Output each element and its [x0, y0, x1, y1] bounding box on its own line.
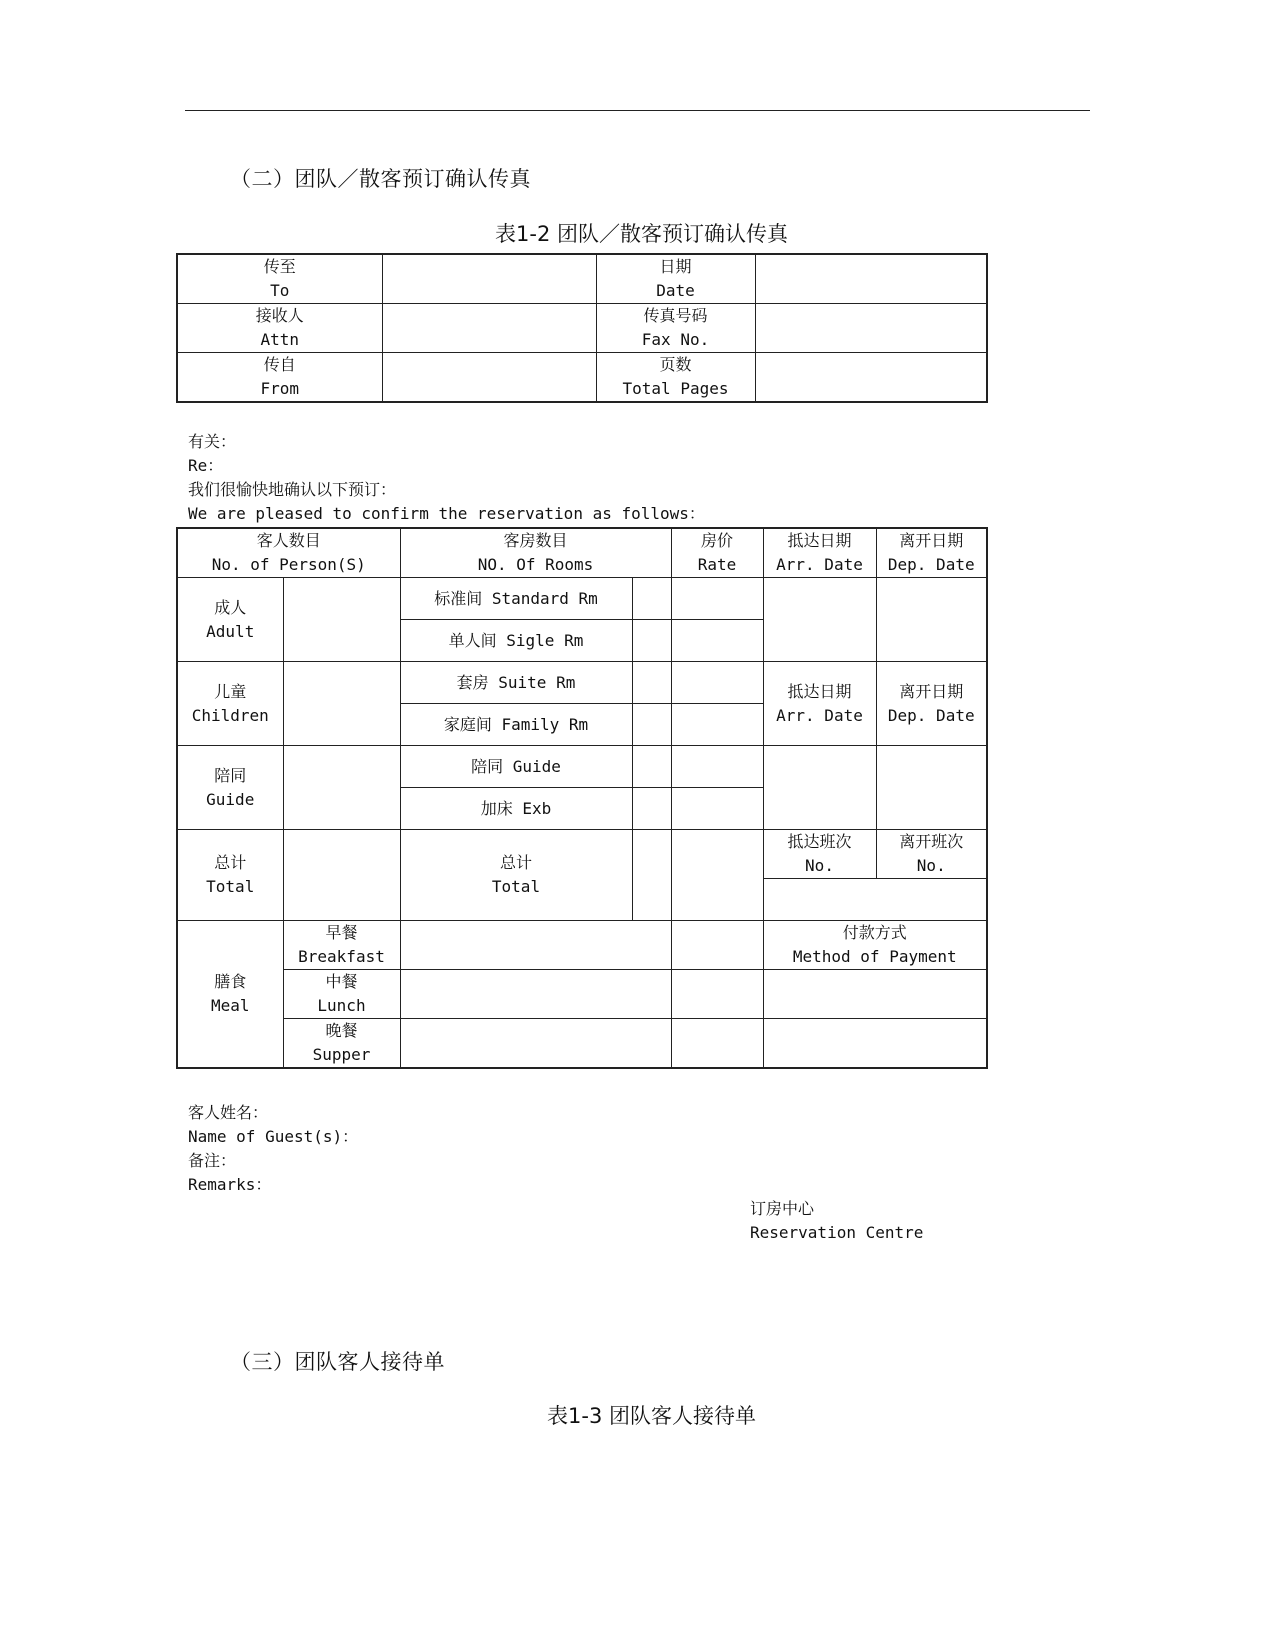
table-1-2-caption: 表1-2 团队／散客预订确认传真: [495, 222, 788, 246]
guide-count-field[interactable]: [283, 746, 400, 830]
fax-header-table: [176, 253, 988, 403]
payment-field-2[interactable]: [763, 1019, 987, 1069]
reservation-centre-cn: 订房中心: [750, 1199, 815, 1218]
room-standard-label: 标准间 Standard Rm: [400, 578, 632, 620]
lunch-label: 中餐 Lunch: [283, 970, 400, 1019]
arr-date-field[interactable]: [763, 578, 876, 662]
confirm-text-cn: 我们很愉快地确认以下预订：: [188, 480, 397, 499]
confirm-text-en: We are pleased to confirm the reservation as follows：: [188, 504, 705, 523]
room-guide-label: 陪同 Guide: [400, 746, 632, 788]
room-single-label: 单人间 Sigle Rm: [400, 620, 632, 662]
re-label-cn: 有关：: [188, 432, 237, 451]
breakfast-label: 早餐 Breakfast: [283, 921, 400, 970]
room-exb-count[interactable]: [632, 788, 671, 830]
dep-date-field[interactable]: [876, 578, 987, 662]
room-single-rate[interactable]: [671, 620, 763, 662]
flight-no-field[interactable]: [763, 879, 987, 921]
attn-field[interactable]: [382, 304, 596, 353]
section-3-title: （三）团队客人接待单: [230, 1350, 445, 1374]
children-count-field[interactable]: [283, 662, 400, 746]
room-standard-rate[interactable]: [671, 578, 763, 620]
lunch-field[interactable]: [400, 970, 671, 1019]
table-1-3-caption: 表1-3 团队客人接待单: [547, 1404, 756, 1428]
supper-rate[interactable]: [671, 1019, 763, 1069]
rooms-header: 客房数目 NO. Of Rooms: [400, 528, 671, 578]
dep-date-header: 离开日期 Dep. Date: [876, 528, 987, 578]
adult-label: 成人 Adult: [177, 578, 283, 662]
room-exb-rate[interactable]: [671, 788, 763, 830]
remarks-label-en: Remarks：: [188, 1175, 272, 1194]
room-family-label: 家庭间 Family Rm: [400, 704, 632, 746]
to-field[interactable]: [382, 254, 596, 304]
total-rooms-count[interactable]: [632, 830, 671, 921]
breakfast-rate[interactable]: [671, 921, 763, 970]
header-rule: [185, 110, 1090, 111]
total-label: 总计 Total: [177, 830, 283, 921]
remarks-label-cn: 备注：: [188, 1151, 237, 1170]
date-label: 日期 Date: [596, 254, 755, 304]
from-label: 传自 From: [177, 353, 382, 403]
guide-label: 陪同 Guide: [177, 746, 283, 830]
payment-field-1[interactable]: [763, 970, 987, 1019]
total-rooms-label: 总计 Total: [400, 830, 632, 921]
total-pages-field[interactable]: [755, 353, 987, 403]
arr-date-header-2: 抵达日期 Arr. Date: [763, 662, 876, 746]
to-label: 传至 To: [177, 254, 382, 304]
supper-label: 晚餐 Supper: [283, 1019, 400, 1069]
room-suite-label: 套房 Suite Rm: [400, 662, 632, 704]
fax-no-field[interactable]: [755, 304, 987, 353]
total-persons-field[interactable]: [283, 830, 400, 921]
room-standard-count[interactable]: [632, 578, 671, 620]
attn-label: 接收人 Attn: [177, 304, 382, 353]
room-family-count[interactable]: [632, 704, 671, 746]
children-label: 儿童 Children: [177, 662, 283, 746]
adult-count-field[interactable]: [283, 578, 400, 662]
room-guide-rate[interactable]: [671, 746, 763, 788]
room-exb-label: 加床 Exb: [400, 788, 632, 830]
dep-date-header-2: 离开日期 Dep. Date: [876, 662, 987, 746]
breakfast-field[interactable]: [400, 921, 671, 970]
lunch-rate[interactable]: [671, 970, 763, 1019]
from-field[interactable]: [382, 353, 596, 403]
rate-header: 房价 Rate: [671, 528, 763, 578]
section-2-title: （二）团队／散客预订确认传真: [230, 167, 531, 191]
payment-header: 付款方式 Method of Payment: [763, 921, 987, 970]
guest-name-label-en: Name of Guest(s)：: [188, 1127, 359, 1146]
room-guide-count[interactable]: [632, 746, 671, 788]
room-suite-count[interactable]: [632, 662, 671, 704]
re-label-en: Re：: [188, 456, 224, 475]
total-pages-label: 页数 Total Pages: [596, 353, 755, 403]
reservation-centre-en: Reservation Centre: [750, 1223, 924, 1242]
persons-header: 客人数目 No. of Person(S): [177, 528, 400, 578]
room-single-count[interactable]: [632, 620, 671, 662]
arr-date-field-2[interactable]: [763, 746, 876, 830]
guest-name-label-cn: 客人姓名：: [188, 1103, 269, 1122]
room-suite-rate[interactable]: [671, 662, 763, 704]
room-family-rate[interactable]: [671, 704, 763, 746]
meal-label: 膳食 Meal: [177, 921, 283, 1069]
arr-no-header: 抵达班次 No.: [763, 830, 876, 879]
reservation-table: [176, 527, 988, 1069]
dep-date-field-2[interactable]: [876, 746, 987, 830]
dep-no-header: 离开班次 No.: [876, 830, 987, 879]
supper-field[interactable]: [400, 1019, 671, 1069]
arr-date-header: 抵达日期 Arr. Date: [763, 528, 876, 578]
fax-no-label: 传真号码 Fax No.: [596, 304, 755, 353]
total-rate-field[interactable]: [671, 830, 763, 921]
date-field[interactable]: [755, 254, 987, 304]
